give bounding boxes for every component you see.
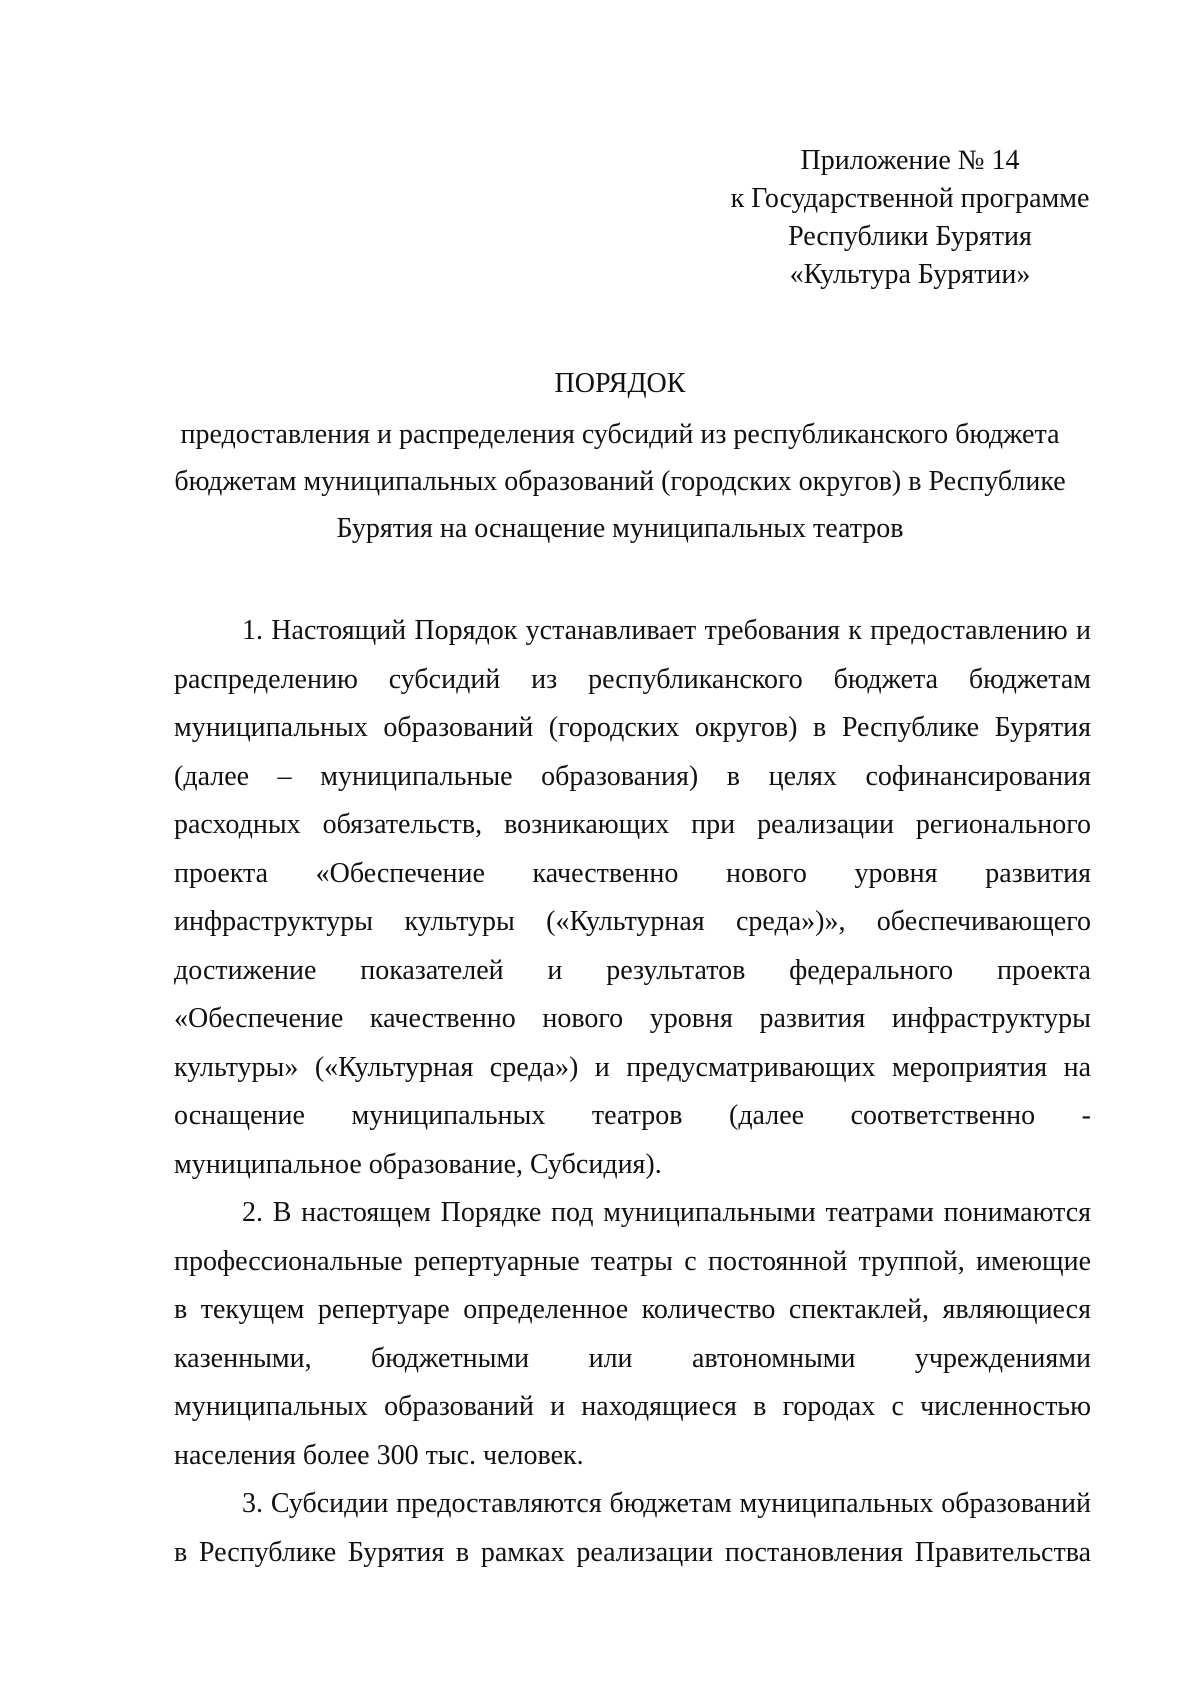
paragraph-1-line: достижение показателей и результатов федерального проекта bbox=[174, 954, 1091, 986]
paragraph-2-line: 2. В настоящем Порядке под муниципальными театрами понимаются bbox=[242, 1197, 1091, 1228]
subtitle-line: предоставления и распределения субсидий из республиканского бюджета bbox=[180, 419, 1060, 450]
paragraph-2-line: населения более 300 тыс. человек. bbox=[174, 1439, 584, 1471]
paragraph-1-line: проекта «Обеспечение качественно нового уровня развития bbox=[174, 857, 1091, 889]
appendix-line: к Государственной программе bbox=[730, 183, 1090, 214]
subtitle-line: Бурятия на оснащение муниципальных театров bbox=[336, 513, 904, 544]
paragraph-2-line: профессиональные репертуарные театры с постоянной труппой, имеющие bbox=[174, 1245, 1091, 1277]
paragraph-1-line: 1. Настоящий Порядок устанавливает требования к предоставлению и bbox=[242, 615, 1091, 646]
appendix-reference bbox=[700, 142, 1120, 294]
paragraph-1-line: (далее – муниципальные образования) в целях софинансирования bbox=[174, 760, 1091, 792]
document-subtitle bbox=[150, 411, 1090, 552]
appendix-line: «Культура Бурятии» bbox=[789, 259, 1031, 290]
paragraph-3-line: 3. Субсидии предоставляются бюджетам муниципальных образований bbox=[242, 1488, 1091, 1519]
paragraph-1-line: инфраструктуры культуры («Культурная среда»)», обеспечивающего bbox=[174, 906, 1091, 937]
appendix-line: Республики Бурятия bbox=[788, 221, 1032, 252]
paragraph-1-line: расходных обязательств, возникающих при реализации регионального bbox=[174, 809, 1091, 840]
appendix-line: Приложение № 14 bbox=[800, 145, 1020, 176]
paragraph-1-line: «Обеспечение качественно нового уровня развития инфраструктуры bbox=[174, 1003, 1091, 1034]
paragraph-2-line: муниципальных образований и находящиеся в городах с численностью bbox=[174, 1391, 1091, 1422]
subtitle-line: бюджетам муниципальных образований (городских округов) в Республике bbox=[174, 466, 1066, 497]
document-body bbox=[174, 607, 1091, 1577]
paragraph-1-line: оснащение муниципальных театров (далее соответственно - bbox=[174, 1100, 1091, 1131]
paragraph-2-line: в текущем репертуаре определенное количество спектаклей, являющиеся bbox=[174, 1294, 1091, 1325]
document-title: ПОРЯДОК bbox=[554, 368, 686, 399]
paragraph-1-line: муниципальных образований (городских округов) в Республике Бурятия bbox=[174, 712, 1091, 743]
paragraph-1-line: распределению субсидий из республиканского бюджета бюджетам bbox=[174, 663, 1091, 695]
paragraph-1-line: культуры» («Культурная среда») и предусматривающих мероприятия на bbox=[174, 1051, 1091, 1083]
paragraph-1-line: муниципальное образование, Субсидия). bbox=[174, 1148, 662, 1180]
paragraph-2-line: казенными, бюджетными или автономными учреждениями bbox=[174, 1342, 1091, 1374]
paragraph-3-line: в Республике Бурятия в рамках реализации постановления Правительства bbox=[174, 1536, 1091, 1568]
